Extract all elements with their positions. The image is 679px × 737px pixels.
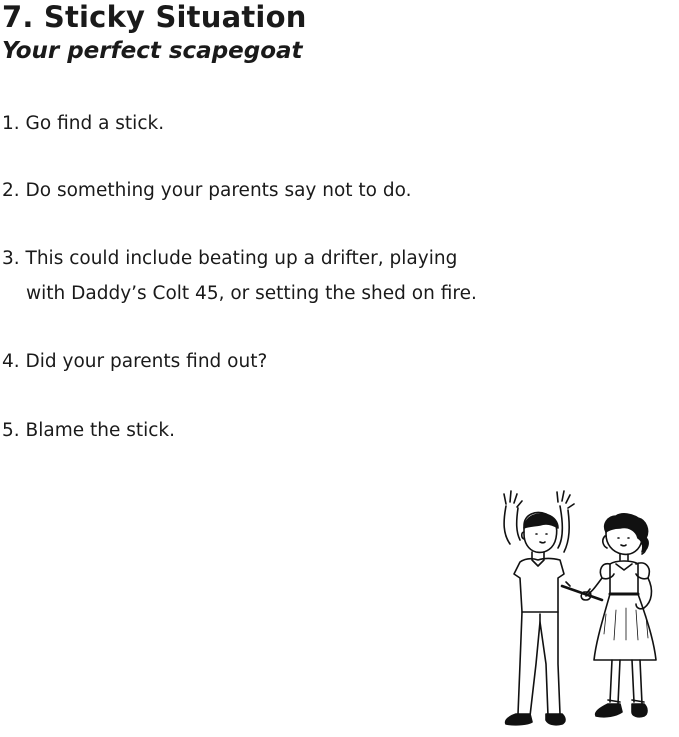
step-text: 4. Did your parents find out? [2, 351, 268, 372]
step-item [2, 106, 164, 141]
step-item [2, 344, 267, 379]
girl-figure [581, 514, 656, 717]
step-text: 5. Blame the stick. [2, 420, 176, 441]
step-item [2, 173, 412, 208]
boy-figure [504, 491, 574, 725]
step-item [2, 413, 175, 448]
page-title: 7. Sticky Situation [2, 0, 307, 34]
step-text-continued: with Daddy’s Colt 45, or setting the shed on fire. [26, 283, 477, 304]
step-text: 2. Do something your parents say not to do. [2, 180, 412, 201]
boy-and-girl-with-stick-illustration [466, 482, 679, 737]
step-text: 3. This could include beating up a drifter, playing [2, 248, 458, 269]
step-item [2, 241, 477, 311]
step-text: 1. Go find a stick. [2, 113, 165, 134]
page-subtitle: Your perfect scapegoat [2, 38, 303, 64]
